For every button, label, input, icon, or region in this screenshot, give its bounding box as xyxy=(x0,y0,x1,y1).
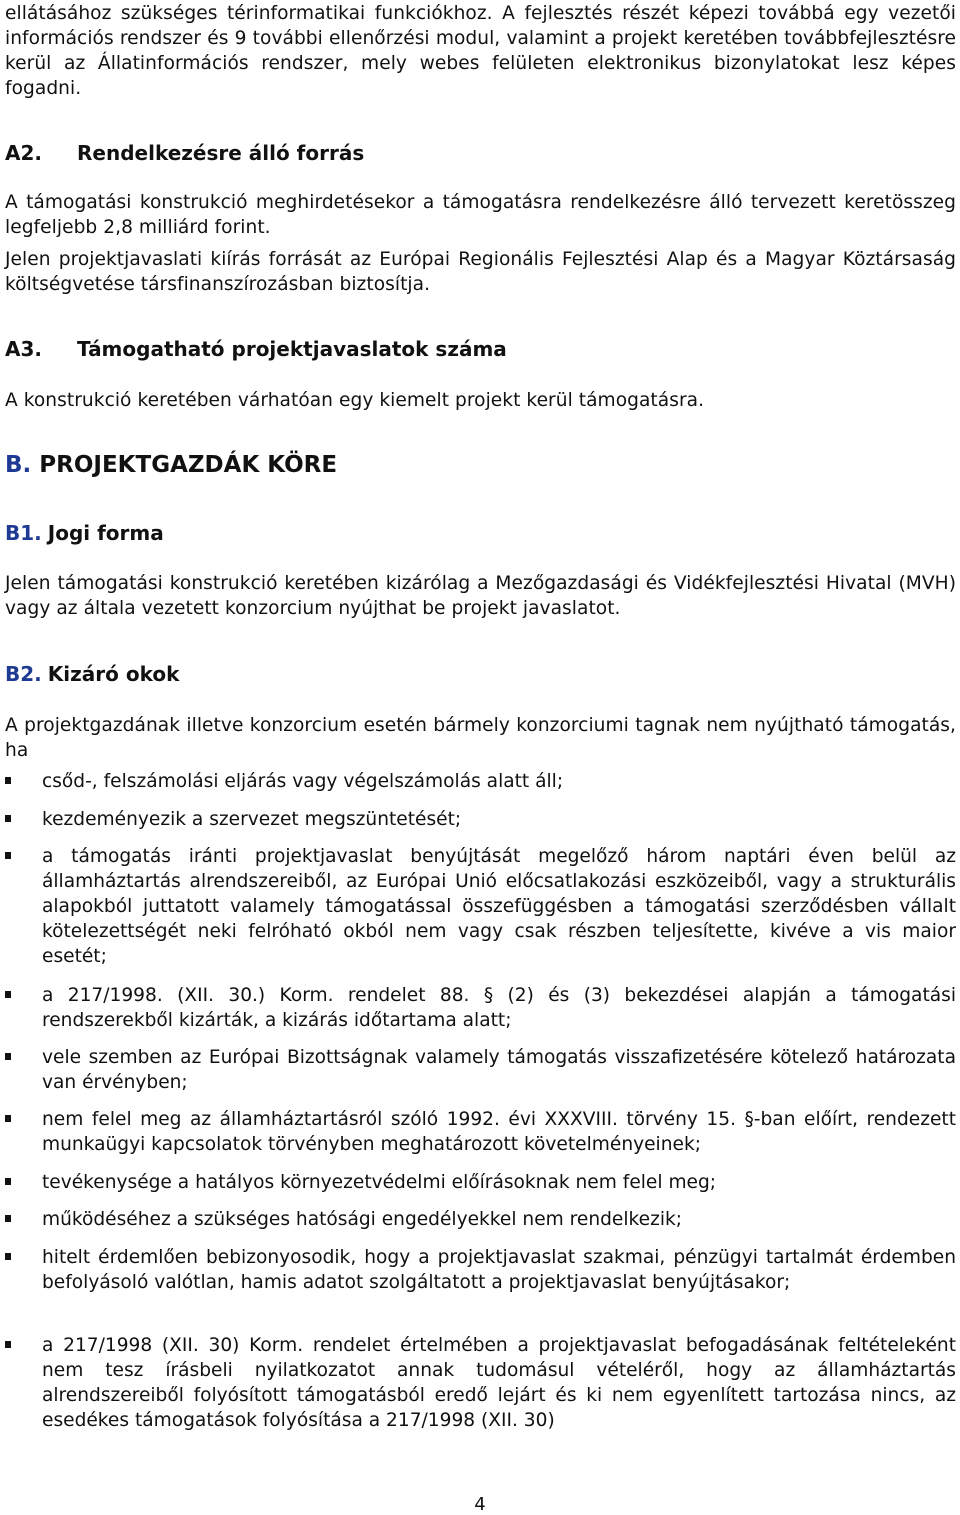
list-item-text: a támogatás iránti projektjavaslat benyújtását megelőző három naptári éven belül az államháztartás alrendszereiből, az Európai Unió előcsatlakozási eszközeiből, vagy a strukturális alapokból juttatott valamely támogatással összefüggésben a támogatási szerződésben vállalt kötelezettségét neki felróható okból nem vagy csak részben teljesítette, kivéve a vis maior esetét; xyxy=(42,846,956,967)
a2-paragraph-1: A támogatási konstrukció meghirdetésekor a támogatásra rendelkezésre álló tervezett keretösszeg legfeljebb 2,8 milliárd forint. xyxy=(5,192,956,238)
bullet-square-icon xyxy=(5,1215,11,1222)
list-item xyxy=(5,1245,956,1295)
list-item xyxy=(5,1170,956,1195)
intro-paragraph: ellátásához szükséges térinformatikai funkciókhoz. A fejlesztés részét képezi továbbá egy vezetői információs rendszer és 9 további ellenőrzési modul, valamint a projekt keretében továbbfejlesztésre kerül az Állatinformációs rendszer, mely webes felületen elektronikus bizonylatokat lesz képes fogadni. xyxy=(5,3,956,99)
section-number: A2. xyxy=(5,141,42,165)
b2-paragraph-1: A projektgazdának illetve konzorcium esetén bármely konzorciumi tagnak nem nyújtható támogatás, ha xyxy=(5,715,956,761)
list-item-text: a 217/1998 (XII. 30) Korm. rendelet értelmében a projektjavaslat befogadásának feltételeként nem tesz írásbeli nyilatkozatot annak tudomásul vételéről, hogy az államháztartás alrendszereiből folyósított támogatásból eredő lejárt és ki nem egyenlített tartozása nincs, az esedékes támogatások folyósítása a 217/1998 (XII. 30) xyxy=(42,1335,956,1431)
section-b-heading xyxy=(5,450,337,480)
bullet-square-icon xyxy=(5,1341,11,1348)
list-item xyxy=(5,1207,956,1232)
list-item xyxy=(5,1333,956,1433)
section-a2-heading xyxy=(5,140,364,166)
list-item-text: tevékenysége a hatályos környezetvédelmi előírásoknak nem felel meg; xyxy=(42,1172,717,1193)
list-item-text: vele szemben az Európai Bizottságnak valamely támogatás visszafizetésére kötelező határozata van érvényben; xyxy=(42,1047,956,1093)
bullet-square-icon xyxy=(5,852,11,859)
list-item xyxy=(5,807,956,832)
list-item-text: nem felel meg az államháztartásról szóló 1992. évi XXXVIII. törvény 15. §-ban előírt, rendezett munkaügyi kapcsolatok törvényben meghatározott követelményeinek; xyxy=(42,1109,956,1155)
list-item-text: a 217/1998. (XII. 30.) Korm. rendelet 88. § (2) és (3) bekezdései alapján a támogatási rendszerekből kizárták, a kizárás időtartama alatt; xyxy=(42,985,956,1031)
a2-paragraph-2: Jelen projektjavaslati kiírás forrását az Európai Regionális Fejlesztési Alap és a Magyar Köztársaság költségvetése társfinanszírozásban biztosítja. xyxy=(5,249,956,295)
bullet-square-icon xyxy=(5,1053,11,1060)
section-number: B2. xyxy=(5,662,42,686)
bullet-square-icon xyxy=(5,815,11,822)
bullet-square-icon xyxy=(5,1115,11,1122)
list-item-text: működéséhez a szükséges hatósági engedélyekkel nem rendelkezik; xyxy=(42,1209,683,1230)
list-item-text: hitelt érdemlően bebizonyosodik, hogy a projektjavaslat szakmai, pénzügyi tartalmát érdemben befolyásoló valótlan, hamis adatot szolgáltatott a projektjavaslat benyújtásakor; xyxy=(42,1247,956,1293)
list-item-text: csőd-, felszámolási eljárás vagy végelszámolás alatt áll; xyxy=(42,771,564,792)
section-number: B. xyxy=(5,452,32,478)
a3-paragraph-1: A konstrukció keretében várhatóan egy kiemelt projekt kerül támogatásra. xyxy=(5,390,705,411)
list-item xyxy=(5,769,956,794)
page-number: 4 xyxy=(474,1494,486,1515)
section-title: PROJEKTGAZDÁK KÖRE xyxy=(39,452,338,478)
list-item xyxy=(5,1107,956,1157)
section-title: Támogatható projektjavaslatok száma xyxy=(77,337,507,361)
list-item xyxy=(5,983,956,1033)
list-item xyxy=(5,1045,956,1095)
section-number: B1. xyxy=(5,521,42,545)
bullet-square-icon xyxy=(5,991,11,998)
section-title: Kizáró okok xyxy=(47,662,180,686)
list-item-text: kezdeményezik a szervezet megszüntetését; xyxy=(42,809,462,830)
bullet-square-icon xyxy=(5,777,11,784)
section-b2-heading xyxy=(5,661,179,687)
section-a3-heading xyxy=(5,336,507,362)
section-number: A3. xyxy=(5,337,42,361)
list-item xyxy=(5,844,956,969)
section-title: Rendelkezésre álló forrás xyxy=(77,141,365,165)
section-title: Jogi forma xyxy=(47,521,164,545)
bullet-square-icon xyxy=(5,1178,11,1185)
bullet-square-icon xyxy=(5,1253,11,1260)
section-b1-heading xyxy=(5,520,164,546)
b1-paragraph-1: Jelen támogatási konstrukció keretében kizárólag a Mezőgazdasági és Vidékfejlesztési Hivatal (MVH) vagy az általa vezetett konzorcium nyújthat be projekt javaslatot. xyxy=(5,573,956,619)
